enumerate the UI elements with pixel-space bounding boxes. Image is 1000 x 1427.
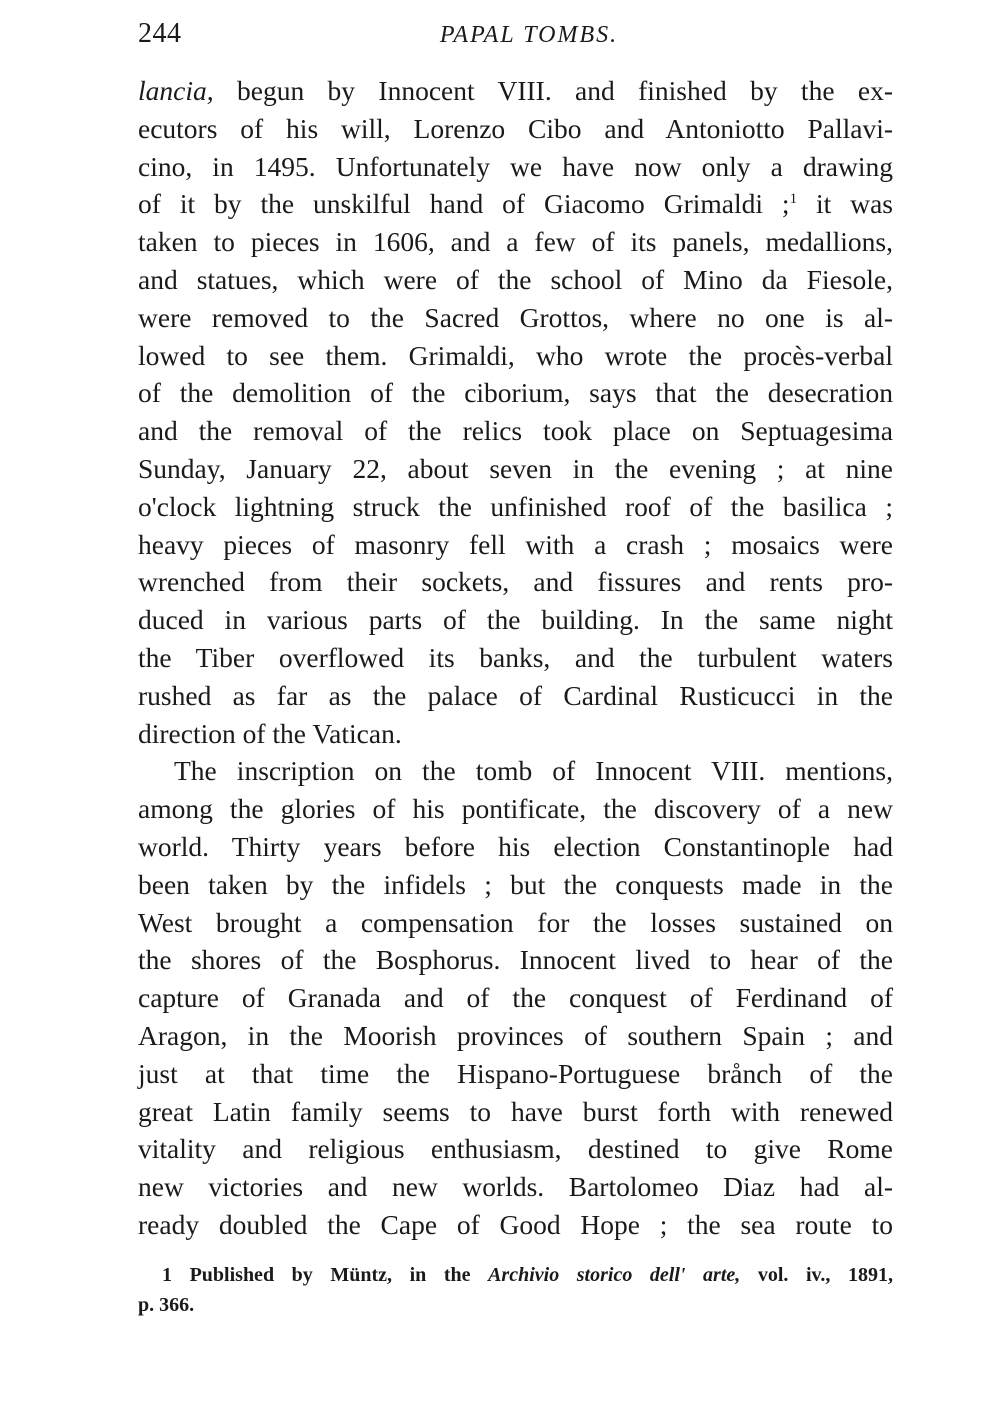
footnote-line-2: p. 366.	[138, 1294, 195, 1316]
line-text: and the removal of the relics took place on Septuagesima	[138, 415, 893, 447]
line-text: lowed to see them. Grimaldi, who wrote the procès-verbal	[138, 339, 893, 371]
line-text: The inscription on the tomb of Innocent VIII. mentions,	[174, 755, 893, 787]
text-line	[138, 1206, 893, 1244]
line-text: vitality and religious enthusiasm, destined to give Rome	[138, 1133, 893, 1165]
footnote-marker: 1	[162, 1264, 172, 1286]
line-text: capture of Granada and of the conquest of Ferdinand of	[138, 982, 893, 1014]
line-text: heavy pieces of masonry fell with a crash ; mosaics were	[138, 528, 893, 560]
line-text: among the glories of his pontificate, the discovery of a new	[138, 793, 893, 825]
italic-word: lancia,	[138, 75, 214, 106]
line-text: begun by Innocent VIII. and finished by the ex-	[213, 75, 893, 106]
page-number: 244	[138, 18, 182, 49]
line-text: ready doubled the Cape of Good Hope ; the sea route to	[138, 1208, 893, 1240]
footnote	[138, 1260, 893, 1320]
body-text	[138, 72, 893, 1244]
text-line	[138, 1093, 893, 1131]
text-line	[138, 299, 893, 337]
running-head	[138, 18, 890, 58]
text-line	[138, 374, 893, 412]
line-text: been taken by the infidels ; but the conquests made in the	[138, 868, 893, 900]
text-line	[138, 979, 893, 1017]
footnote-italic-title: Archivio storico dell' arte,	[488, 1264, 741, 1286]
text-line	[138, 110, 893, 148]
line-text-after: it was	[797, 188, 893, 220]
line-text: West brought a compensation for the losses sustained on	[138, 906, 893, 938]
line-text: great Latin family seems to have burst forth with renewed	[138, 1095, 893, 1127]
line-text: new victories and new worlds. Bartolomeo Diaz had al-	[138, 1171, 893, 1203]
line-text: duced in various parts of the building. In the same night	[138, 604, 893, 636]
text-line	[138, 639, 893, 677]
text-line	[138, 1130, 893, 1168]
text-line	[138, 337, 893, 375]
text-line	[138, 941, 893, 979]
text-line	[138, 526, 893, 564]
text-line	[138, 677, 893, 715]
text-line	[138, 412, 893, 450]
text-line	[138, 790, 893, 828]
line-text: of it by the unskilful hand of Giacomo Grimaldi ;	[138, 188, 790, 220]
text-line	[138, 563, 893, 601]
line-text: Sunday, January 22, about seven in the evening ; at nine	[138, 452, 893, 484]
footnote-reference: 1	[789, 191, 798, 208]
line-text: world. Thirty years before his election Constantinople had	[138, 830, 893, 862]
text-line	[138, 1017, 893, 1055]
text-line	[138, 185, 893, 223]
text-line	[138, 488, 893, 526]
line-text: the shores of the Bosphorus. Innocent lived to hear of the	[138, 944, 893, 976]
text-line	[138, 752, 893, 790]
line-text: cino, in 1495. Unfortunately we have now only a drawing	[138, 150, 893, 182]
line-text: and statues, which were of the school of Mino da Fiesole,	[138, 263, 893, 295]
text-line	[138, 828, 893, 866]
footnote-text-pre: Published by Müntz, in the	[172, 1264, 489, 1286]
line-text: rushed as far as the palace of Cardinal Rusticucci in the	[138, 679, 893, 711]
text-line	[138, 72, 893, 110]
footnote-line-1	[138, 1260, 893, 1290]
line-text: o'clock lightning struck the unfinished roof of the basilica ;	[138, 490, 893, 522]
line-text: were removed to the Sacred Grottos, where no one is al-	[138, 301, 893, 333]
line-text: Aragon, in the Moorish provinces of southern Spain ; and	[138, 1019, 893, 1051]
line-text: direction of the Vatican.	[138, 717, 402, 749]
text-line	[138, 223, 893, 261]
text-line	[138, 261, 893, 299]
text-line	[138, 450, 893, 488]
text-line	[138, 904, 893, 942]
text-line	[138, 601, 893, 639]
footnote-text-post: vol. iv., 1891,	[740, 1264, 893, 1286]
text-line	[138, 715, 893, 753]
line-text: taken to pieces in 1606, and a few of its panels, medallions,	[138, 226, 893, 258]
line-text: wrenched from their sockets, and fissures and rents pro-	[138, 566, 893, 598]
line-text: ecutors of his will, Lorenzo Cibo and Antoniotto Pallavi-	[138, 112, 893, 144]
running-title: PAPAL TOMBS.	[439, 22, 619, 48]
text-line	[138, 1168, 893, 1206]
line-text: of the demolition of the ciborium, says that the desecration	[138, 377, 893, 409]
text-line	[138, 148, 893, 186]
line-text: the Tiber overflowed its banks, and the turbulent waters	[138, 641, 893, 673]
text-line	[138, 1055, 893, 1093]
text-line	[138, 866, 893, 904]
line-text: just at that time the Hispano-Portuguese brånch of the	[138, 1057, 893, 1089]
